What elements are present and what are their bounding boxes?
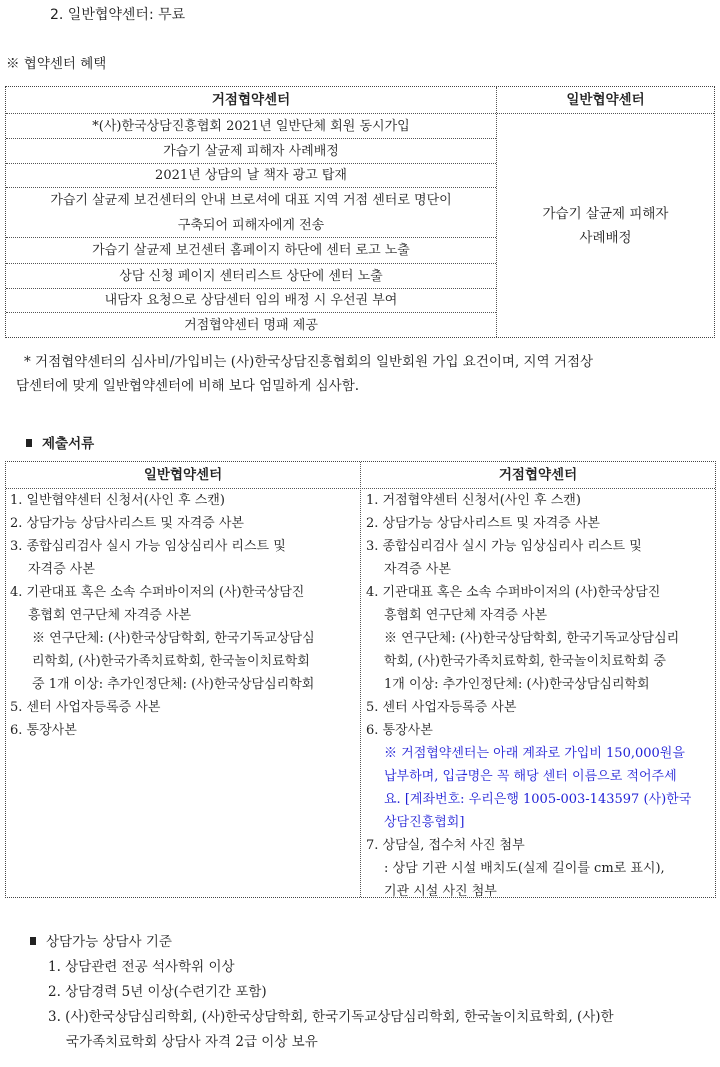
doc-item: 5. 센터 사업자등록증 사본 — [10, 700, 161, 715]
benefit-row: 거점협약센터 명패 제공 — [6, 312, 496, 337]
doc-item: 1. 일반협약센터 신청서(사인 후 스캔) — [10, 493, 225, 508]
square-bullet-icon — [30, 937, 36, 945]
benefit-row: 2021년 상담의 날 책자 광고 탑재 — [6, 163, 496, 187]
benefit-row: 가습기 살균제 피해자 사례배정 — [6, 138, 496, 163]
benefits-title: ※ 협약센터 혜택 — [6, 56, 107, 72]
hub-docs-list — [366, 489, 714, 903]
doc-item: 3. 종합심리검사 실시 가능 임상심리사 리스트 및 — [366, 539, 642, 554]
header-hub-center: 거점협약센터 — [498, 467, 578, 483]
doc-item-cont: 흥협회 연구단체 자격증 사본 — [384, 608, 548, 623]
doc-item-cont: : 상담 기관 시설 배치도(실제 길이를 cm로 표시), — [384, 861, 665, 876]
bank-account-info: 요. [계좌번호: 우리은행 1005-003-143597 (사)한국 — [384, 792, 692, 807]
doc-note: 학회, (사)한국가족치료학회, 한국놀이치료학회 중 — [384, 654, 666, 669]
criteria-heading — [30, 930, 614, 955]
note-line: 담센터에 맞게 일반협약센터에 비해 보다 엄밀하게 심사함. — [16, 378, 360, 394]
general-docs-list — [10, 489, 358, 742]
criteria-item-cont: 국가족치료학회 상담사 자격 2급 이상 보유 — [66, 1034, 318, 1050]
doc-item: 3. 종합심리검사 실시 가능 임상심리사 리스트 및 — [10, 539, 286, 554]
doc-item: 6. 통장사본 — [366, 723, 433, 738]
header-general-center: 일반협약센터 — [143, 467, 223, 483]
header-general-center: 일반협약센터 — [566, 92, 645, 108]
note-line: * 거점협약센터의 심사비/가입비는 (사)한국상담진흥협회의 일반회원 가입 요건이며, 지역 거점상 — [24, 354, 594, 370]
column-divider — [360, 462, 361, 897]
doc-item: 4. 기관대표 혹은 소속 수퍼바이저의 (사)한국상담진 — [10, 585, 305, 600]
counselor-criteria — [30, 930, 614, 1055]
general-benefit-line: 가습기 살균제 피해자 — [542, 205, 669, 222]
doc-item-cont: 자격증 사본 — [28, 562, 95, 577]
criteria-item: 1. 상담관련 전공 석사학위 이상 — [48, 959, 235, 975]
doc-item: 2. 상담가능 상담사리스트 및 자격증 사본 — [10, 516, 244, 531]
benefit-row: 상담 신청 페이지 센터리스트 상단에 센터 노출 — [6, 263, 496, 288]
doc-note: ※ 연구단체: (사)한국상담학회, 한국기독교상담심리 — [384, 631, 680, 646]
benefit-row-line: 가습기 살균제 보건센터의 안내 브로셔에 대표 지역 거점 센터로 명단이 — [50, 193, 452, 208]
doc-item: 1. 거점협약센터 신청서(사인 후 스캔) — [366, 493, 581, 508]
fee-payment-note: ※ 거점협약센터는 아래 계좌로 가입비 150,000원을 — [384, 746, 685, 761]
benefits-table — [5, 86, 715, 338]
criteria-title: 상담가능 상담사 기준 — [46, 934, 172, 950]
doc-item: 7. 상담실, 접수처 사진 첨부 — [366, 838, 525, 853]
general-center-fee: 2. 일반협약센터: 무료 — [50, 7, 186, 23]
header-hub-center: 거점협약센터 — [211, 92, 291, 108]
benefits-note — [16, 350, 714, 398]
square-bullet-icon — [26, 439, 32, 447]
doc-note: 1개 이상: 추가인정단체: (사)한국상담심리학회 — [384, 677, 650, 692]
doc-note: ※ 연구단체: (사)한국상담학회, 한국기독교상담심 — [32, 631, 315, 646]
general-benefit-line: 사례배정 — [579, 229, 632, 246]
documents-table — [5, 461, 716, 898]
general-center-benefit — [497, 113, 714, 337]
criteria-item: 2. 상담경력 5년 이상(수련기간 포함) — [48, 984, 267, 1000]
doc-item: 5. 센터 사업자등록증 사본 — [366, 700, 517, 715]
doc-item: 4. 기관대표 혹은 소속 수퍼바이저의 (사)한국상담진 — [366, 585, 661, 600]
doc-item: 6. 통장사본 — [10, 723, 77, 738]
criteria-item: 3. (사)한국상담심리학회, (사)한국상담학회, 한국기독교상담심리학회, 한국놀이치료학회, (사)한 — [48, 1009, 614, 1025]
benefit-row: 내담자 요청으로 상담센터 임의 배정 시 우선권 부여 — [6, 288, 496, 312]
doc-item-cont: 자격증 사본 — [384, 562, 451, 577]
documents-heading — [26, 432, 94, 452]
fee-payment-note: 납부하며, 입금명은 꼭 해당 센터 이름으로 적어주세 — [384, 769, 677, 784]
doc-item-cont: 기관 시설 사진 첨부 — [384, 884, 497, 899]
benefit-row-line: 구축되어 피해자에게 전송 — [177, 218, 325, 233]
fee-payment-note: 상담진흥협회] — [384, 815, 465, 830]
benefit-row: *(사)한국상담진흥협회 2021년 일반단체 회원 동시가입 — [6, 113, 496, 138]
benefit-row — [6, 187, 496, 237]
doc-item: 2. 상담가능 상담사리스트 및 자격증 사본 — [366, 516, 600, 531]
doc-note: 중 1개 이상: 추가인정단체: (사)한국상담심리학회 — [32, 677, 315, 692]
doc-item-cont: 흥협회 연구단체 자격증 사본 — [28, 608, 192, 623]
doc-note: 리학회, (사)한국가족치료학회, 한국놀이치료학회 — [32, 654, 310, 669]
benefit-row: 가습기 살균제 보건센터 홈페이지 하단에 센터 로고 노출 — [6, 237, 496, 263]
documents-title: 제출서류 — [42, 436, 95, 452]
